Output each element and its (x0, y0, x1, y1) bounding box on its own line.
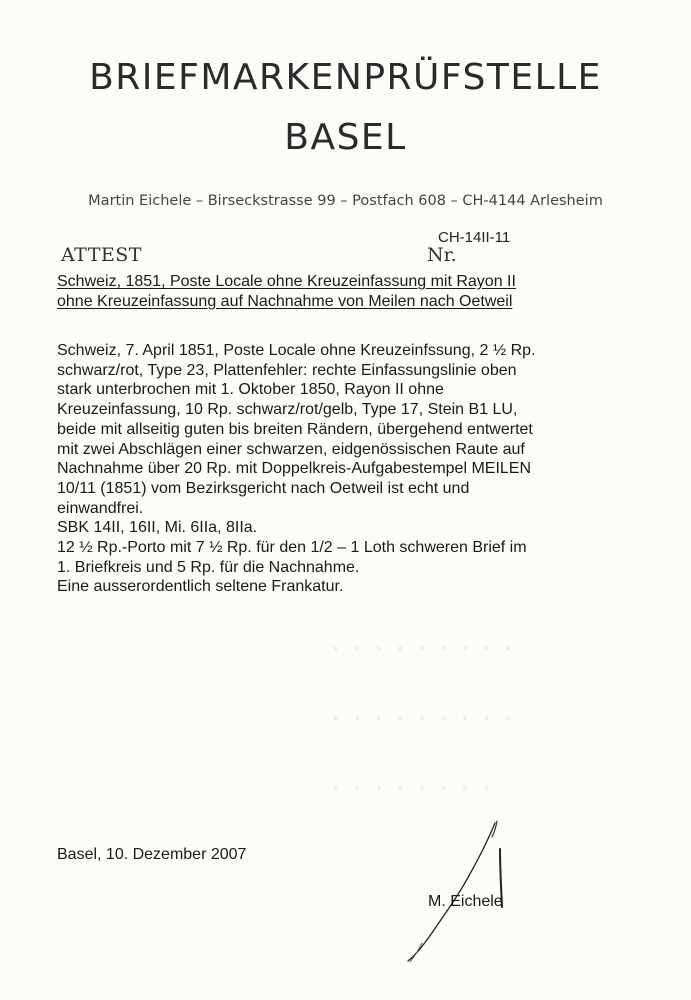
body-line: mit zwei Abschlägen einer schwarzen, eidgenössischen Raute auf (57, 440, 525, 458)
organization-address: Martin Eichele – Birseckstrasse 99 – Postfach 608 – CH-4144 Arlesheim (88, 193, 603, 209)
certificate-number: CH-14II-11 (438, 229, 511, 246)
certificate-body (57, 341, 657, 597)
certificate-number-label: Nr. (427, 244, 457, 266)
certificate-subject (57, 272, 617, 312)
organization-city: BASEL (284, 117, 407, 158)
body-line: SBK 14II, 16II, Mi. 6IIa, 8IIa. (57, 519, 258, 537)
certificate-type-label: ATTEST (61, 244, 142, 266)
place-and-date: Basel, 10. Dezember 2007 (57, 846, 247, 863)
svg-text:· · · · · · · · ·: · · · · · · · · · (330, 629, 514, 669)
body-line: schwarz/rot, Type 23, Plattenfehler: rechte Einfassungslinie oben (57, 361, 517, 379)
svg-text:· · · · · · · ·: · · · · · · · · (330, 769, 493, 809)
body-line: einwandfrei. (57, 499, 144, 517)
organization-name: BRIEFMARKENPRÜFSTELLE (89, 57, 602, 98)
signer-name: M. Eichele (428, 893, 503, 910)
subject-line: Schweiz, 1851, Poste Locale ohne Kreuzeinfassung mit Rayon II (57, 273, 516, 290)
body-line: 12 ½ Rp.-Porto mit 7 ½ Rp. für den 1/2 – 1 Loth schweren Brief im (57, 539, 527, 557)
body-line: 1. Briefkreis und 5 Rp. für die Nachnahme. (57, 558, 360, 576)
handwritten-signature (400, 815, 540, 965)
svg-text:· · · · · · · · ·: · · · · · · · · · (330, 699, 514, 739)
body-line: Nachnahme über 20 Rp. mit Doppelkreis-Aufgabestempel MEILEN (57, 460, 532, 478)
body-line: 10/11 (1851) vom Bezirksgericht nach Oetweil ist echt und (57, 479, 470, 497)
body-line: stark unterbrochen mit 1. Oktober 1850, Rayon II ohne (57, 381, 444, 399)
body-line: Schweiz, 7. April 1851, Poste Locale ohne Kreuzeinfssung, 2 ½ Rp. (57, 342, 536, 359)
subject-line: ohne Kreuzeinfassung auf Nachnahme von Meilen nach Oetweil (57, 293, 513, 310)
body-line: Eine ausserordentlich seltene Frankatur. (57, 578, 344, 596)
body-line: Kreuzeinfassung, 10 Rp. schwarz/rot/gelb, Type 17, Stein B1 LU, (57, 401, 518, 419)
body-line: beide mit allseitig guten bis breiten Rändern, übergehend entwertet (57, 420, 533, 438)
